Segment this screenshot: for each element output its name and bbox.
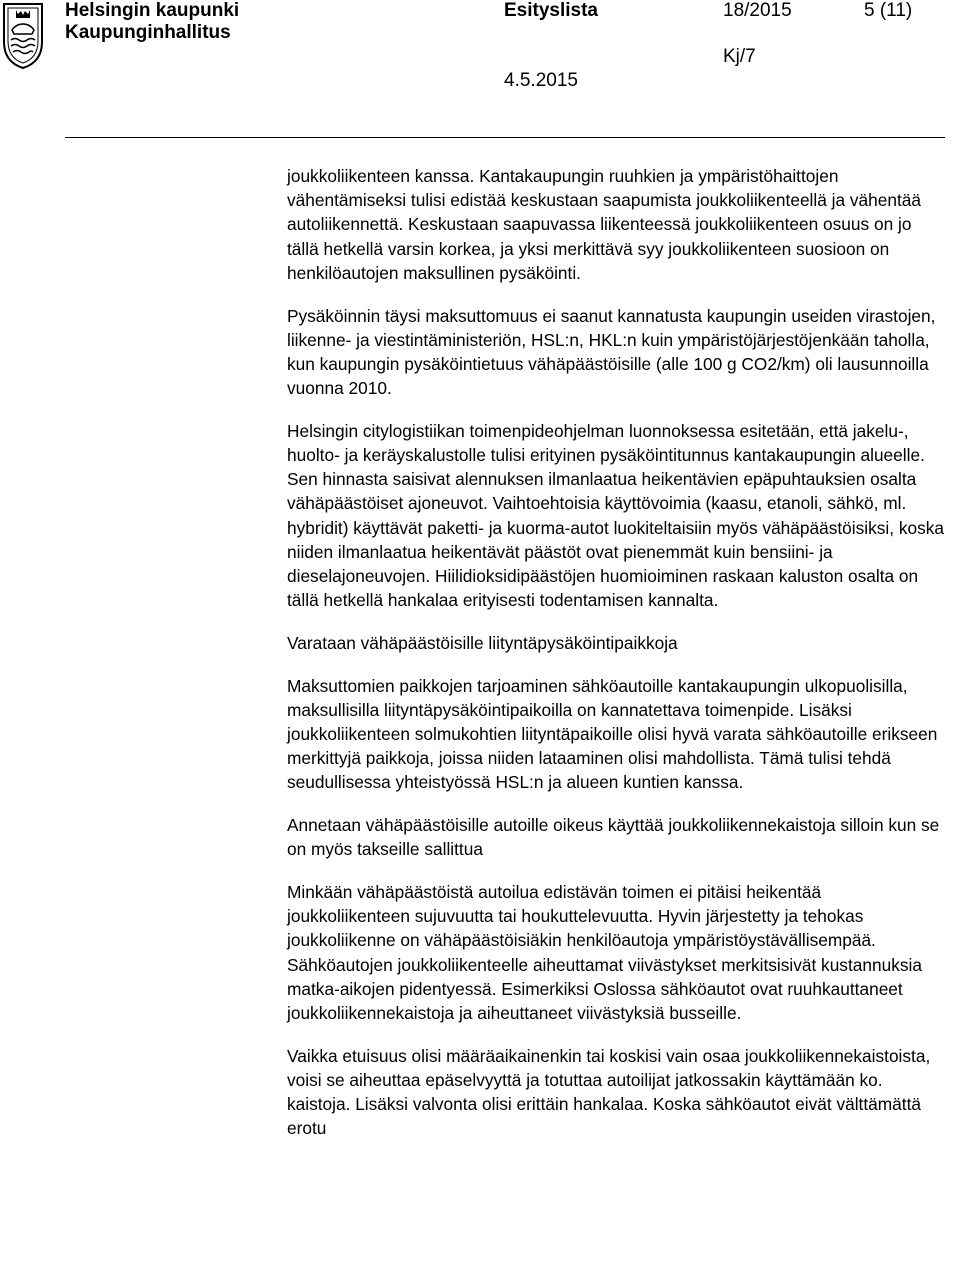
header-doc-type: Esityslista — [504, 0, 598, 21]
paragraph: Helsingin citylogistiikan toimenpideohjelman luonnoksessa esitetään, että jakelu-, huolto- ja keräyskalustolle tulisi erityinen pysäköintitunnus kantakaupungin alueelle. Sen hinnasta saisivat alennuksen ilmanlaatua heikentävien epäpuhtauksien osalta vähäpäästöiset ajoneuvot. Vaihtoehtoisia käyttövoimia (kaasu, etanoli, sähkö, ml. hybridit) käyttävät paketti- ja kuorma-autot luokiteltaisiin myös vähäpäästöisiksi, koska niiden ilmanlaatua heikentävät päästöt ovat pienemmät kuin bensiini- ja dieselajoneuvojen. Hiilidioksidipäästöjen huomioiminen raskaan kaluston osalta on tällä hetkellä hankalaa erityisesti todentamisen kannalta. — [287, 420, 944, 611]
paragraph: Minkään vähäpäästöistä autoilua edistävän toimen ei pitäisi heikentää joukkoliikenteen sujuvuutta tai houkuttelevuutta. Hyvin järjestetty ja tehokas joukkoliikenne on vähäpäästöisiäkin henkilöautoja ympäristöystävällisempää. Sähköautojen joukkoliikenteelle aiheuttamat viivästykset merkitsisivät kustannuksia matka-aikojen pidentyessä. Esimerkiksi Oslossa sähköautot ovat ruuhkauttaneet joukkoliikennekaistoja ja aiheuttaneet viivästyksiä busseille. — [287, 882, 922, 1024]
header-page-number: 5 (11) — [864, 0, 913, 21]
paragraph: Vaikka etuisuus olisi määräaikainenkin tai koskisi vain osaa joukkoliikennekaistoista, voisi se aiheuttaa epäselvyyttä ja totuttaa autoilijat jatkossakin käyttämään ko. kaistoja. Lisäksi valvonta olisi erittäin hankalaa. Koska sähköautot eivät välttämättä erotu — [287, 1045, 931, 1139]
header-org-board: Kaupunginhallitus — [65, 22, 231, 43]
header-item-code: Kj/7 — [723, 46, 756, 67]
header-date: 4.5.2015 — [504, 70, 578, 91]
header-divider — [65, 137, 945, 138]
document-body — [287, 164, 947, 1159]
paragraph: Maksuttomien paikkojen tarjoaminen sähköautoille kantakaupungin ulkopuolisilla, maksullisilla liityntäpysäköintipaikoilla on kannatettava toimenpide. Lisäksi joukkoliikenteen solmukohtien liityntäpaikoille olisi hyvä varata sähköautoille erikseen merkittyjä paikkoja, joissa niiden lataaminen olisi mahdollista. Tämä tulisi tehdä seudullisessa yhteistyössä HSL:n ja alueen kuntien kanssa. — [287, 675, 938, 793]
header-doc-number: 18/2015 — [723, 0, 792, 21]
section-heading: Varataan vähäpäästöisille liityntäpysäköintipaikkoja — [287, 632, 678, 653]
paragraph: Pysäköinnin täysi maksuttomuus ei saanut kannatusta kaupungin useiden virastojen, liikenne- ja viestintäministeriön, HSL:n, HKL:n kuin ympäristöjärjestöjenkään taholla, kun kaupungin pysäköintietuus vähäpäästöisille (alle 100 g CO2/km) oli lausunnoilla vuonna 2010. — [287, 305, 936, 399]
header-org-city: Helsingin kaupunki — [65, 0, 240, 21]
paragraph: joukkoliikenteen kanssa. Kantakaupungin ruuhkien ja ympäristöhaittojen vähentämiseksi tulisi edistää keskustaan saapumista joukkoliikenteellä ja vähentää autoliikennettä. Keskustaan saapuvassa liikenteessä joukkoliikenteen osuus on jo tällä hetkellä varsin korkea, ja yksi merkittävä syy joukkoliikenteen suosioon on henkilöautojen maksullinen pysäköinti. — [287, 166, 922, 283]
helsinki-crest-logo — [0, 0, 46, 70]
section-heading: Annetaan vähäpäästöisille autoille oikeus käyttää joukkoliikennekaistoja silloin kun se on myös takseille sallittua — [287, 815, 940, 860]
